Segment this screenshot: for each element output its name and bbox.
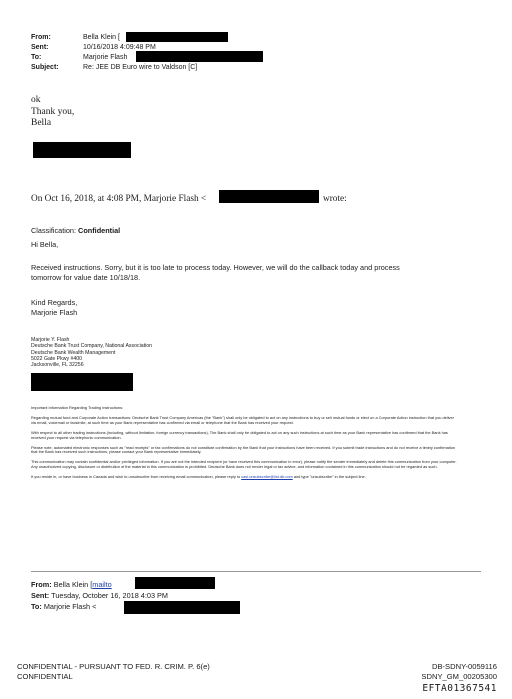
forward-from-value: Bella Klein [	[53, 580, 93, 589]
signature-line: Deutsche Bank Wealth Management	[31, 349, 116, 356]
redaction-quote-email	[219, 190, 319, 203]
classification-line	[31, 226, 120, 235]
message-closing	[31, 298, 77, 318]
from-value: Bella Klein [	[83, 34, 120, 41]
closing-name: Marjorie Flash	[31, 308, 78, 317]
forward-sent-label: Sent:	[31, 591, 50, 600]
redaction-forward-from	[135, 577, 215, 589]
redaction-to-email	[136, 51, 263, 62]
footer-right	[421, 662, 497, 682]
sent-label: Sent:	[31, 44, 49, 51]
classification-label: Classification:	[31, 226, 77, 235]
quote-suffix: wrote:	[323, 194, 347, 204]
footer-confidential-notice: CONFIDENTIAL - PURSUANT TO FED. R. CRIM. P. 6(e)	[17, 662, 210, 671]
to-value: Marjorie Flash	[83, 54, 128, 61]
redaction-signature-contact	[31, 373, 133, 391]
unsubscribe-link[interactable]: casl.unsubscribe@list.db.com	[241, 474, 293, 480]
signature-line: Deutsche Bank Trust Company, National Association	[31, 343, 153, 350]
footer-bates-db: DB-SDNY-0059116	[431, 662, 497, 671]
unsubscribe-text: If you reside in, or have business in Canada and wish to unsubscribe from receiving email communication, please reply to	[31, 474, 242, 480]
footer-confidential: CONFIDENTIAL	[17, 672, 73, 681]
disclaimer-paragraph	[31, 475, 459, 480]
signature-line: Jacksonville, FL 32256	[31, 362, 84, 369]
footer-left	[17, 662, 210, 682]
disclaimer-paragraph: Please note, automated electronic responses such as "read receipts" or fax confirmations do not constitute confirmation by the Bank that your instructions have been received. If you submit trade instructions and do not receive a timely confirmation that the Bank has received such instructions, please contact your Bank representative immediately.	[31, 444, 456, 455]
footer-efta-number: EFTA01367541	[422, 683, 497, 694]
forward-sent	[31, 590, 168, 601]
disclaimer-paragraph: With respect to all other trading instructions (including, without limitation, foreign currency transactions), The Bank shall only be obligated to act on any such instructions at such time as your Bank representative has confirmed that the Bank has received your request via telephonic communication.	[31, 429, 448, 440]
forward-to-label: To:	[31, 602, 42, 611]
forward-divider	[31, 571, 481, 572]
to-label: To:	[31, 54, 42, 61]
quote-prefix: On Oct 16, 2018, at 4:08 PM, Marjorie Flash <	[31, 194, 207, 204]
reply-line: Bella	[31, 118, 52, 128]
redaction-signature	[33, 142, 131, 158]
unsubscribe-text: and type "unsubscribe" in the subject line.	[292, 474, 366, 480]
reply-body	[31, 95, 74, 130]
message-body	[31, 263, 501, 283]
redaction-from-email	[126, 32, 228, 42]
message-body-line: tomorrow for value date 10/18/18.	[31, 273, 141, 282]
message-greeting: Hi Bella,	[31, 240, 59, 249]
forward-to-value: Marjorie Flash <	[43, 602, 97, 611]
forward-from-label: From:	[31, 580, 52, 589]
disclaimer-paragraph: Regarding mutual fund and Corporate Action transactions: Deutsche Bank Trust Company Americas (the "Bank") shall only be obligated to act on any instructions to buy or sell mutual funds or elect on a Corporate Action instruction that you deliver via email, voicemail or facsimile, at such time as your Bank representative has confirmed via email or telephone that the Bank has received your request.	[31, 414, 454, 425]
disclaimer-paragraph: This communication may contain confidential and/or privileged information. If you are not the intended recipient (or have received this communication in error), please notify the sender immediately and delete this communication from your computer. Any unauthorized copying, disclosure or distribution of the material in this communication is prohibited. Deutsche Bank does not render legal or tax advice, and information contained in this communication should not be regarded as such.	[31, 459, 457, 470]
message-body-line: Received instructions. Sorry, but it is too late to process today. However, we will do the callback today and process	[31, 263, 400, 272]
signature-line: Marjorie Y. Flash	[31, 337, 70, 343]
subject-value: Re: JEE DB Euro wire to Valdson [C]	[83, 64, 198, 71]
sent-value: 10/16/2018 4:09:48 PM	[83, 44, 156, 51]
disclaimer-heading: Important Information Regarding Trading Instructions:	[31, 405, 124, 410]
classification-value: Confidential	[78, 226, 121, 235]
from-label: From:	[31, 34, 51, 41]
reply-line: Thank you,	[31, 106, 75, 117]
reply-line: ok	[31, 95, 41, 105]
signature-line: 5022 Gate Pkwy #400	[31, 355, 83, 362]
disclaimer	[31, 406, 459, 480]
forward-sent-value: Tuesday, October 16, 2018 4:03 PM	[51, 591, 168, 600]
closing-regards: Kind Regards,	[31, 298, 78, 307]
subject-label: Subject:	[31, 64, 59, 71]
redaction-forward-to	[124, 601, 240, 614]
forward-mailto-link[interactable]: mailto	[92, 580, 112, 589]
footer-bates-sdny: SDNY_GM_00205300	[421, 672, 497, 681]
signature-block	[31, 337, 152, 368]
